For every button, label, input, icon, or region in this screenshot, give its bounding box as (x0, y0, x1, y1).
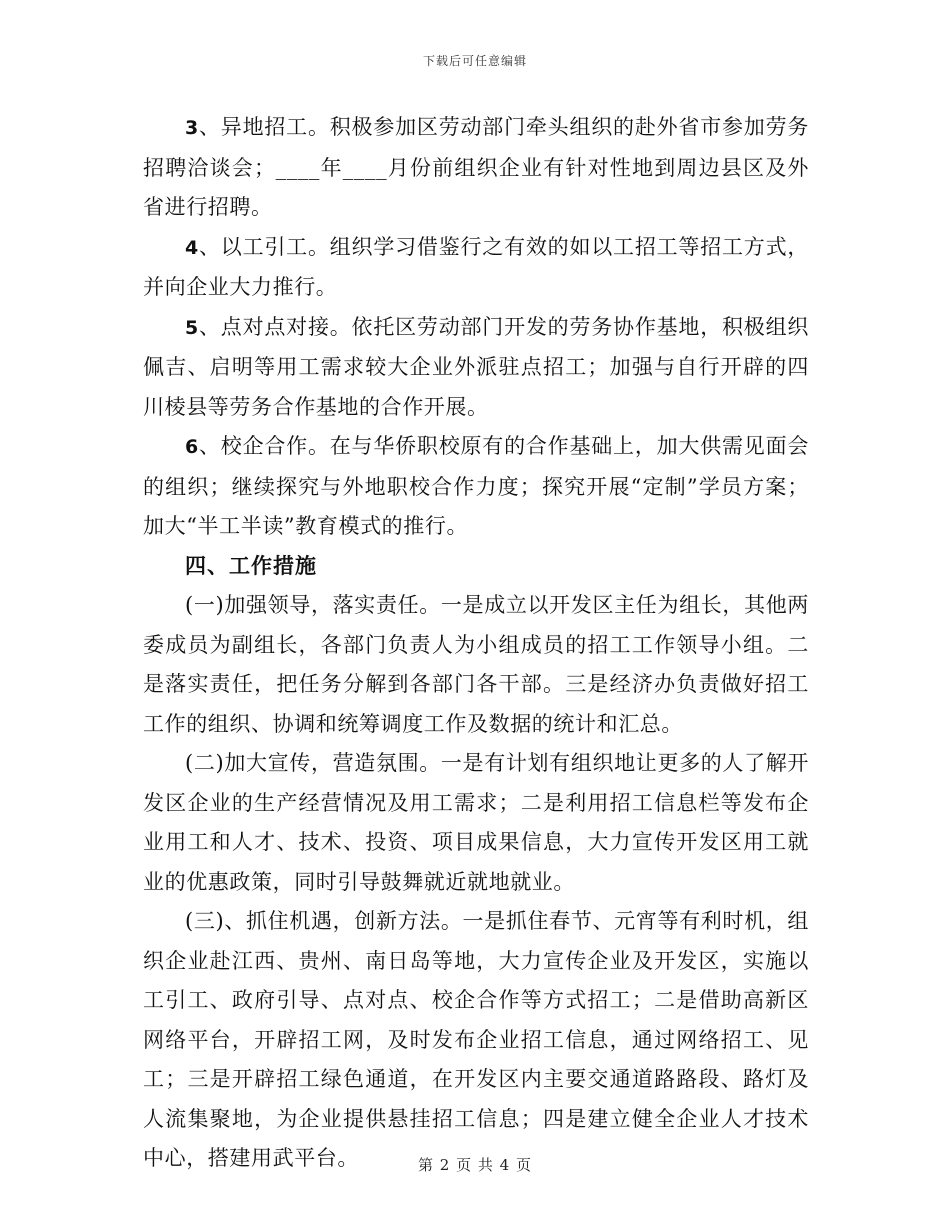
list-item-5 (143, 308, 809, 428)
item-number: 5 (185, 316, 199, 339)
measure-paragraph-1: (一)加强领导，落实责任。一是成立以开发区主任为组长，其他两委成员为副组长，各部门负责人为小组成员的招工工作领导小组。二是落实责任，把任务分解到各部门各干部。三是经济办负责做好招工工作的组织、协调和统筹调度工作及数据的统计和汇总。 (143, 593, 809, 736)
item-number: 6 (185, 436, 199, 458)
page-header-note: 下载后可任意编辑 (422, 54, 527, 68)
item-text: 、校企合作。在与华侨职校原有的合作基础上，加大供需见面会的组织；继续探究与外地职校合作力度；探究开展“定制”学员方案；加大“半工半读”教育模式的推行。 (143, 434, 809, 538)
item-text: 、异地招工。积极参加区劳动部门牵头组织的赴外省市参加劳务招聘洽谈会；____年____月份前组织企业有针对性地到周边县区及外省进行招聘。 (143, 115, 809, 219)
page-number: 第 2 页 共 4 页 (418, 1156, 532, 1174)
item-number: 4 (185, 236, 199, 259)
item-number: 3 (185, 117, 199, 139)
measure-paragraph-3: (三)、抓住机遇，创新方法。一是抓住春节、元宵等有利时机，组织企业赴江西、贵州、南日岛等地，大力宣传企业及开发区，实施以工引工、政府引导、点对点、校企合作等方式招工；二是借助高新区网络平台，开辟招工网，及时发布企业招工信息，通过网络招工、见工；三是开辟招工绿色通道，在开发区内主要交通道路路段、路灯及人流集聚地，为企业提供悬挂招工信息；四是建立健全企业人才技术中心，搭建用武平台。 (143, 909, 809, 1170)
measure-paragraph-2: (二)加大宣传，营造氛围。一是有计划有组织地让更多的人了解开发区企业的生产经营情况及用工需求；二是利用招工信息栏等发布企业用工和人才、技术、投资、项目成果信息，大力宣传开发区用工就业的优惠政策，同时引导鼓舞就近就地就业。 (143, 751, 809, 894)
list-item-3 (143, 108, 809, 228)
section-heading: 四、工作措施 (185, 553, 317, 578)
item-text: 、以工引工。组织学习借鉴行之有效的如以工招工等招工方式，并向企业大力推行。 (143, 234, 809, 299)
document-body (143, 108, 809, 1179)
item-text: 、点对点对接。依托区劳动部门开发的劳务协作基地，积极组织佩吉、启明等用工需求较大企业外派驻点招工；加强与自行开辟的四川棱县等劳务合作基地的合作开展。 (143, 314, 809, 419)
list-item-4 (143, 228, 809, 308)
list-item-6 (143, 427, 809, 547)
